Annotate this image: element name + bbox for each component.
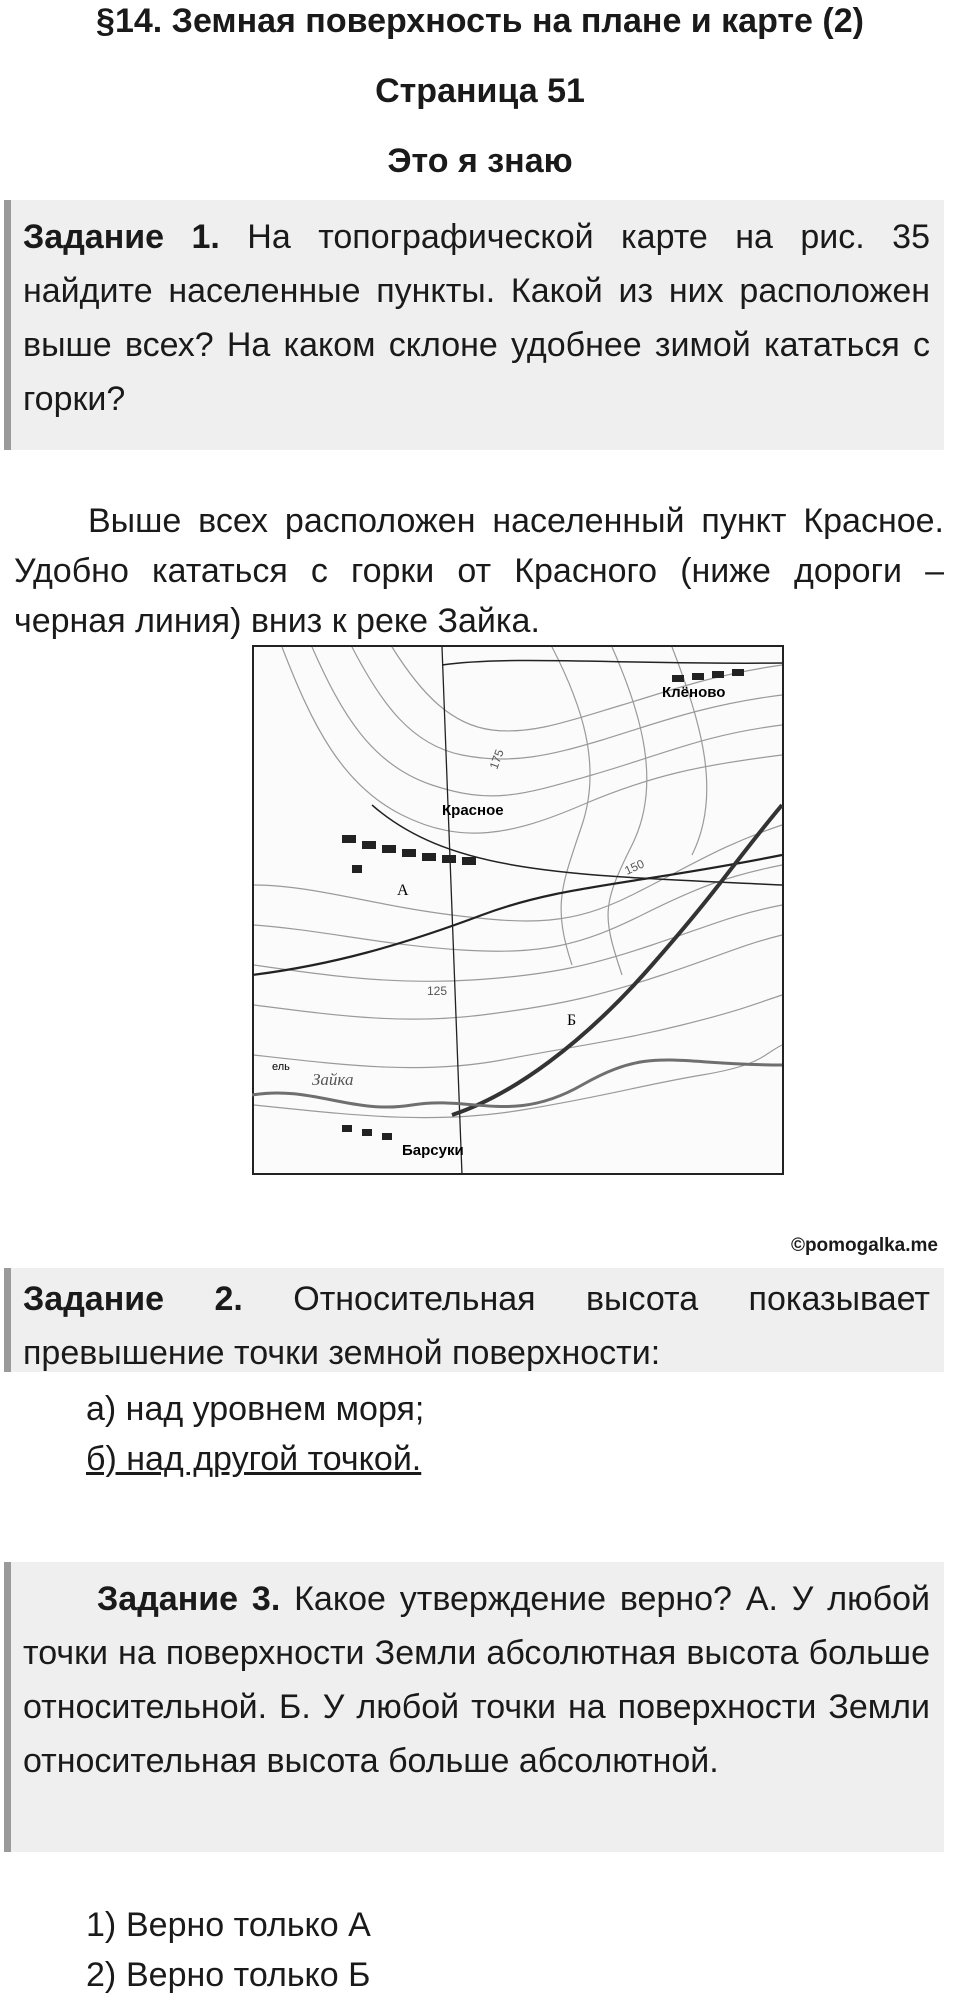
task-3-box <box>4 1562 944 1852</box>
option-text: Верно только Б <box>126 1956 371 1994</box>
task-3-text: Какое утверждение верно? А. У любой точки на поверхности Земли абсолютная высота больше относительной. Б. У любой точки на поверхности Земли относительная высота больше абсолютной. <box>23 1580 930 1780</box>
label-river: Зайка <box>312 1070 354 1089</box>
task-1-answer: Выше всех расположен населенный пункт Красное. Удобно кататься с горки от Красного (ниже дороги – черная линия) вниз к реке Зайка. <box>14 502 944 640</box>
option-number: 1) <box>86 1906 117 1944</box>
option-number: 2) <box>86 1956 117 1994</box>
label-height-175: 175 <box>486 747 507 772</box>
task-2-box <box>4 1268 944 1372</box>
topographic-map <box>252 645 784 1175</box>
label-point-b: Б <box>567 1012 577 1029</box>
option-text: Верно только А <box>126 1906 371 1944</box>
label-height-150: 150 <box>622 856 647 878</box>
label-barsuki: Барсуки <box>402 1142 464 1159</box>
task-2-option-a: а) над уровнем моря; <box>86 1390 425 1428</box>
section-heading: Это я знаю <box>387 142 573 180</box>
task-2-text: Относительная высота показывает превышение точки земной поверхности: <box>23 1280 930 1372</box>
task-3-options <box>86 1900 371 2000</box>
label-el: ель <box>272 1061 290 1073</box>
label-krasnoe: Красное <box>442 802 504 819</box>
task-3-label: Задание 3. <box>97 1580 281 1618</box>
task-1-text: На топографической карте на рис. 35 найдите населенные пункты. Какой из них расположен выше всех? На каком склоне удобнее зимой кататься с горки? <box>23 218 931 418</box>
label-point-a: А <box>397 882 409 899</box>
task-3-option-1 <box>86 1900 371 1950</box>
watermark: ©pomogalka.me <box>790 1235 938 1256</box>
label-klenovo: Клёново <box>662 684 726 701</box>
task-1-box <box>4 200 944 450</box>
task-1-label: Задание 1. <box>23 218 220 256</box>
task-2-option-b: б) над другой точкой. <box>86 1440 422 1478</box>
task-3-option-2 <box>86 1950 371 2000</box>
task-2-label: Задание 2. <box>23 1280 243 1318</box>
label-height-125: 125 <box>427 984 448 998</box>
map-frame <box>253 646 783 1174</box>
page-title: §14. Земная поверхность на плане и карте (2) <box>96 2 864 40</box>
page-number: Страница 51 <box>375 72 585 110</box>
